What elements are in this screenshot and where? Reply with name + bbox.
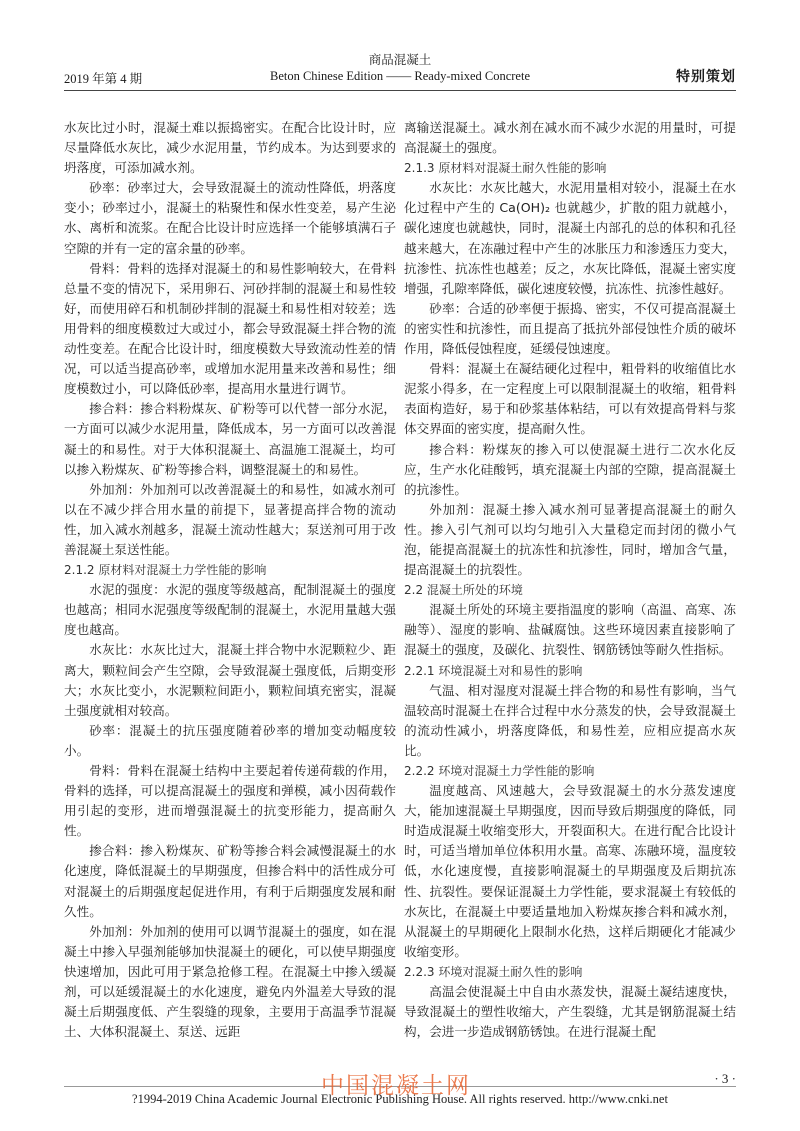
body-paragraph: 离输送混凝土。减水剂在减水而不减少水泥的用量时，可提高混凝土的强度。 xyxy=(404,120,736,156)
page-header xyxy=(64,66,736,86)
body-paragraph: 高温会使混凝土中自由水蒸发快，混凝土凝结速度快，导致混凝土的塑性收缩大，产生裂缝，尤其是钢筋混凝土结构，会进一步造成钢筋锈蚀。在进行混凝土配 xyxy=(404,984,736,1040)
body-paragraph: 砂率：混凝土的抗压强度随着砂率的增加变动幅度较小。 xyxy=(64,722,396,758)
section-heading: 2.2 混凝土所处的环境 xyxy=(404,583,523,598)
section-heading: 2.2.2 环境对混凝土力学性能的影响 xyxy=(404,764,595,778)
right-column xyxy=(404,118,736,1042)
body-paragraph: 气温、相对湿度对混凝土拌合物的和易性有影响，当气温较高时混凝土在拌合过程中水分蒸发的快，会导致混凝土的流动性减小，坍落度降低，和易性差，应相应提高水灰比。 xyxy=(404,682,736,758)
body-paragraph: 混凝土所处的环境主要指温度的影响（高温、高寒、冻融等）、湿度的影响、盐碱腐蚀。这些环境因素直接影响了混凝土的强度，及碳化、抗裂性、钢筋锈蚀等耐久性指标。 xyxy=(404,602,736,658)
body-paragraph: 水灰比：水灰比过大，混凝土拌合物中水泥颗粒少、距离大，颗粒间会产生空隙，会导致混凝土强度低，后期变形大；水灰比变小，水泥颗粒间距小，颗粒间填充密实，混凝土强度就相对较高。 xyxy=(64,642,396,718)
body-paragraph: 骨料：骨料在混凝土结构中主要起着传递荷载的作用，骨料的选择，可以提高混凝土的强度和弹模，减小因荷载作用引起的变形，进而增强混凝土的抗变形能力，提高耐久性。 xyxy=(64,763,396,839)
body-paragraph: 掺合料：粉煤灰的掺入可以使混凝土进行二次水化反应，生产水化硅酸钙，填充混凝土内部的空隙，提高混凝土的抗渗性。 xyxy=(404,441,736,497)
body-paragraph: 温度越高、风速越大，会导致混凝土的水分蒸发速度大，能加速混凝土早期强度，因而导致后期强度的降低，同时造成混凝土收缩变形大，开裂面积大。在进行配合比设计时，可适当增加单位体积用水量。高寒、冻融环境，温度较低，水化速度慢，直接影响混凝土的早期强度及后期抗冻性、抗裂性。要保证混凝土力学性能，要求混凝土有较低的水灰比，在混凝土中要适量地加入粉煤灰掺合料和减水剂，从混凝土的早期硬化上限制水化热，这样后期硬化才能减少收缩变形。 xyxy=(404,783,736,959)
section-label: 特别策划 xyxy=(676,69,736,85)
body-paragraph: 外加剂：混凝土掺入减水剂可显著提高混凝土的耐久性。掺入引气剂可以均匀地引入大量稳定而封闭的微小气泡，能提高混凝土的抗冻性和抗渗性，同时，增加含气量，提高混凝土的抗裂性。 xyxy=(404,501,736,578)
body-paragraph: 水灰比过小时，混凝土难以振捣密实。在配合比设计时，应尽量降低水灰比，减少水泥用量，节约成本。为达到要求的坍落度，可添加减水剂。 xyxy=(64,120,396,176)
watermark-logo: 中国混凝土网 xyxy=(321,1073,471,1099)
body-paragraph: 外加剂：外加剂的使用可以调节混凝土的强度，如在混凝土中掺入早强剂能够加快混凝土的硬化，可以使早期强度快速增加，因此可用于紧急抢修工程。在混凝土中掺入缓凝剂，可以延缓混凝土的水化速度，避免内外温差大导致的混凝土后期强度低、产生裂缝的现象，主要用于高温季节混凝土、大体积混凝土、泵送、远距 xyxy=(64,923,396,1040)
section-heading: 2.1.3 原材料对混凝土耐久性能的影响 xyxy=(404,161,607,176)
body-paragraph: 水灰比：水灰比越大，水泥用量相对较小，混凝土在水化过程中产生的 Ca(OH)₂ 也就越少，扩散的阻力就越小，碳化速度也就越快，同时，混凝土内部孔的总的体积和孔径越来越大，在冻融过程中产生的冰胀压力和渗透压力变大，抗渗性、抗冻性也越差；反之，水灰比降低，混凝土密实度增强，孔隙率降低，碳化速度较慢，抗冻性、抗渗性越好。 xyxy=(404,180,736,296)
section-heading: 2.2.3 环境对混凝土耐久性的影响 xyxy=(404,964,583,979)
copyright-line: ?1994-2019 China Academic Journal Electronic Publishing House. All rights reserved. http://www.cnki.net xyxy=(132,1092,668,1106)
body-paragraph: 砂率：合适的砂率便于振捣、密实，不仅可提高混凝土的密实性和抗渗性，而且提高了抵抗外部侵蚀性介质的破坏作用，降低侵蚀程度，延缓侵蚀速度。 xyxy=(404,300,736,357)
issue-label: 2019 年第 4 期 xyxy=(64,72,143,86)
page-header-journal: 商品混凝土 xyxy=(368,52,432,67)
section-heading: 2.1.2 原材料对混凝土力学性能的影响 xyxy=(64,563,267,578)
left-column xyxy=(64,118,396,1042)
body-paragraph: 砂率：砂率过大，会导致混凝土的流动性降低，坍落度变小；砂率过小，混凝土的粘聚性和保水性变差，易产生泌水、离析和流浆。在配合比设计时应选择一个能够填满石子空隙的并有一定的富余量的砂率。 xyxy=(64,180,396,256)
journal-english-title: Beton Chinese Edition —— Ready-mixed Concrete xyxy=(269,69,531,83)
body-paragraph: 骨料：骨料的选择对混凝土的和易性影响较大，在骨料总量不变的情况下，采用卵石、河砂拌制的混凝土和易性较好，而使用碎石和机制砂拌制的混凝土和易性相对较差；选用骨料的细度模数过大或过小，都会导致混凝土拌合物的流动性变差。在配合比设计时，细度模数大导致流动性差的情况，可以适当提高砂率，或增加水泥用量来改善和易性；细度模数过小，可以降低砂率，提高用水量进行调节。 xyxy=(64,260,396,397)
body-paragraph: 水泥的强度：水泥的强度等级越高，配制混凝土的强度也越高；相同水泥强度等级配制的混凝土，水泥用量越大强度也越高。 xyxy=(64,582,396,638)
page-number: · 3 · xyxy=(714,1071,736,1086)
header-rule xyxy=(64,90,736,91)
body-paragraph: 掺合料：掺合料粉煤灰、矿粉等可以代替一部分水泥，一方面可以减少水泥用量，降低成本，另一方面可以改善混凝土的和易性。对于大体积混凝土、高温施工混凝土，均可以掺入粉煤灰、矿粉等掺合料，调整混凝土的和易性。 xyxy=(64,401,396,477)
body-paragraph: 骨料：混凝土在凝结硬化过程中，粗骨料的收缩值比水泥浆小得多，在一定程度上可以限制混凝土的收缩，粗骨料表面构造好，易于和砂浆基体粘结，可以有效提高骨料与浆体交界面的密实度，提高耐久性。 xyxy=(404,361,736,437)
body-paragraph: 外加剂：外加剂可以改善混凝土的和易性，如减水剂可以在不减少拌合用水量的前提下，显著提高拌合物的流动性，加入减水剂越多，混凝土流动性越大；泵送剂可用于改善混凝土泵送性能。 xyxy=(64,481,396,557)
body-paragraph: 掺合料：掺入粉煤灰、矿粉等掺合料会减慢混凝土的水化速度，降低混凝土的早期强度，但掺合料中的活性成分可对混凝土的后期强度起促进作用，有利于后期强度发展和耐久性。 xyxy=(64,843,396,919)
section-heading: 2.2.1 环境混凝土对和易性的影响 xyxy=(404,663,583,678)
